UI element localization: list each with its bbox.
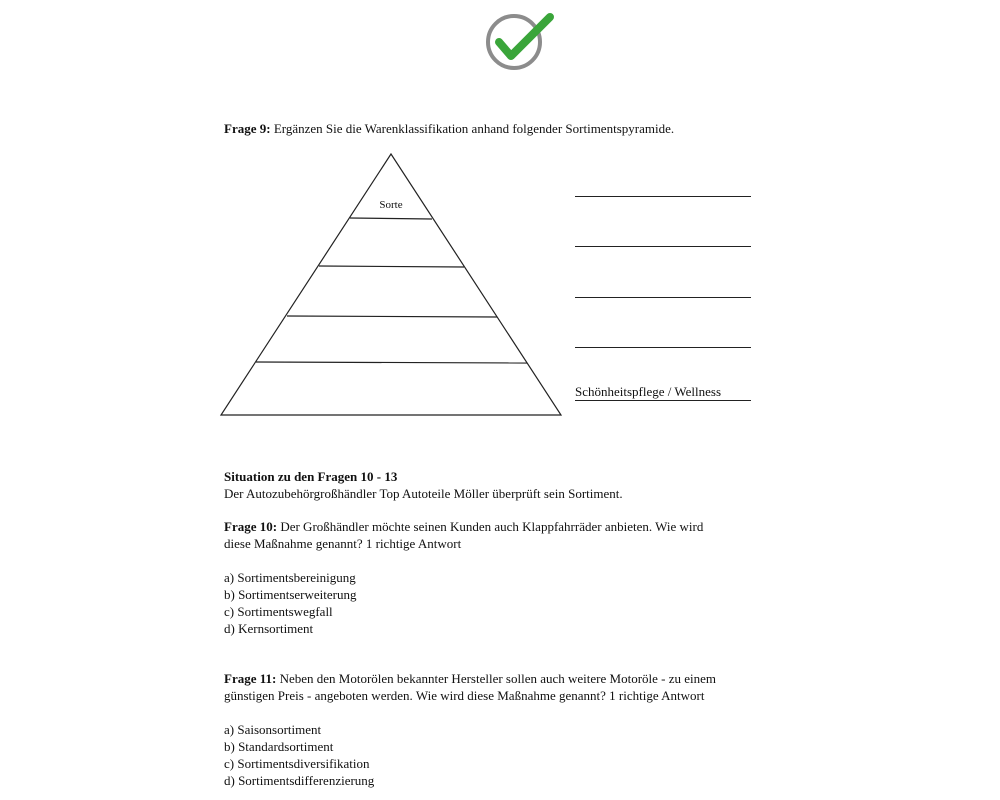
frage-9-label: Frage 9: xyxy=(224,121,271,136)
answer-blank[interactable] xyxy=(575,196,751,197)
frage-9-text: Ergänzen Sie die Warenklassifikation anhand folgender Sortimentspyramide. xyxy=(273,121,675,136)
frage-10-line1: Der Großhändler möchte seinen Kunden auch Klappfahrräder anbieten. Wie wird xyxy=(280,519,704,534)
check-circle-icon xyxy=(483,9,555,71)
answer-option[interactable]: a) Sortimentsbereinigung xyxy=(224,570,356,585)
frage-9-question xyxy=(224,120,674,137)
frage-11-label: Frage 11: xyxy=(224,671,277,686)
answer-blank[interactable] xyxy=(575,347,751,348)
answer-option[interactable]: d) Kernsortiment xyxy=(224,621,314,636)
frage-10-line2: diese Maßnahme genannt? 1 richtige Antwort xyxy=(224,536,462,551)
pyramid-divider xyxy=(287,316,497,317)
frage-11-line2: günstigen Preis - angeboten werden. Wie wird diese Maßnahme genannt? 1 richtige Antwort xyxy=(224,688,705,703)
bottom-answer: Schönheitspflege / Wellness xyxy=(575,383,751,401)
frage-11-question xyxy=(224,670,716,687)
pyramid-top-label: Sorte xyxy=(379,199,403,211)
pyramid-divider xyxy=(256,362,527,363)
answer-blank[interactable] xyxy=(575,246,751,247)
answer-option[interactable]: c) Sortimentswegfall xyxy=(224,604,333,619)
frage-11-line1: Neben den Motorölen bekannter Hersteller sollen auch weitere Motoröle - zu einem xyxy=(279,671,717,686)
situation-text: Der Autozubehörgroßhändler Top Autoteile Möller überprüft sein Sortiment. xyxy=(224,486,623,501)
answer-option[interactable]: a) Saisonsortiment xyxy=(224,722,322,737)
sortiment-pyramid xyxy=(218,150,566,422)
situation-title: Situation zu den Fragen 10 - 13 xyxy=(224,469,398,484)
answer-blank[interactable] xyxy=(575,297,751,298)
answer-option[interactable]: b) Standardsortiment xyxy=(224,739,334,754)
pyramid-divider xyxy=(319,266,464,267)
frage-10-question xyxy=(224,518,703,535)
answer-option[interactable]: d) Sortimentsdifferenzierung xyxy=(224,773,375,788)
answer-option[interactable]: b) Sortimentserweiterung xyxy=(224,587,357,602)
pyramid-outline xyxy=(221,154,561,415)
frage-10-label: Frage 10: xyxy=(224,519,278,534)
answer-option[interactable]: c) Sortimentsdiversifikation xyxy=(224,756,370,771)
pyramid-divider xyxy=(350,218,432,219)
